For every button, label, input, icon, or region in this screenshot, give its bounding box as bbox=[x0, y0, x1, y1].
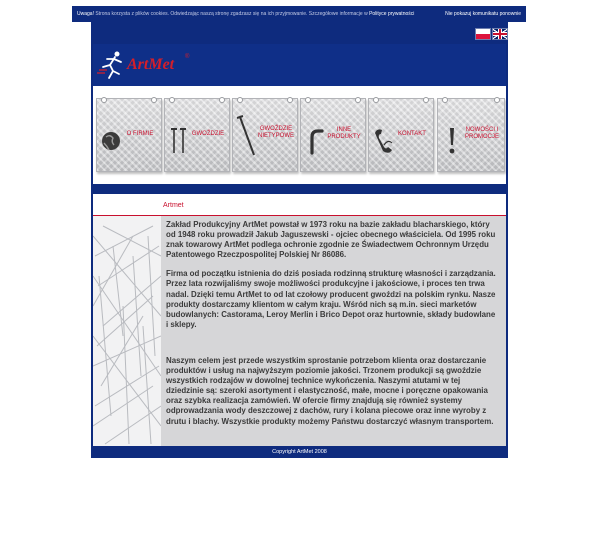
nav-label: O FIRMIE bbox=[126, 131, 154, 137]
nav-label: GWOŹDZIE bbox=[191, 131, 225, 137]
long-nail-icon bbox=[236, 115, 258, 157]
nails-icon bbox=[168, 125, 190, 157]
nav-tile-o-firmie[interactable] bbox=[96, 98, 162, 172]
privacy-policy-link[interactable]: Polityce prywatności bbox=[369, 11, 415, 17]
nav-tile-gwozdzie-nietypowe[interactable] bbox=[232, 98, 298, 172]
flag-uk-icon[interactable] bbox=[492, 28, 508, 40]
breadcrumb-current: Artmet bbox=[163, 202, 184, 209]
rivet-icon bbox=[219, 97, 225, 103]
logo-text: ArtMet bbox=[127, 56, 175, 73]
rivet-icon bbox=[494, 97, 500, 103]
runner-icon bbox=[97, 50, 127, 80]
nav-tile-nowosci-promocje[interactable] bbox=[437, 98, 505, 172]
flag-pl-icon[interactable] bbox=[475, 28, 491, 40]
rivet-icon bbox=[423, 97, 429, 103]
globe-icon bbox=[100, 125, 122, 157]
nav-label: NOWOŚCI I PROMOCJE bbox=[464, 127, 499, 140]
hide-cookie-message-link[interactable]: Nie pokazuj komunikatu ponownie bbox=[445, 11, 521, 17]
rivet-icon bbox=[287, 97, 293, 103]
nav-label: INNE PRODUKTY bbox=[327, 127, 361, 140]
paragraph-history: Zakład Produkcyjny ArtMet powstał w 1973 roku na bazie zakładu blacharskiego, który od 1948 roku prowadził Jakub Jaguszewski - ojciec obecnego właściciela. Od 1995 roku znak towarowy ArtMet podlega ochronie zgodnie ze Świadectwem Ochronnym Urzędu Patentowego Rzeczpospolitej Polskiej Nr 86086. bbox=[166, 220, 496, 260]
rivet-icon bbox=[355, 97, 361, 103]
nav-label: KONTAKT bbox=[398, 131, 426, 137]
nails-pile-illustration bbox=[93, 216, 161, 446]
cookie-message bbox=[77, 6, 414, 22]
main-nav bbox=[93, 86, 506, 186]
rivet-icon bbox=[373, 97, 379, 103]
cookie-warning: Uwaga! bbox=[77, 11, 94, 17]
header-banner bbox=[93, 44, 506, 86]
logo[interactable] bbox=[97, 50, 197, 80]
rivet-icon bbox=[151, 97, 157, 103]
rivet-icon bbox=[237, 97, 243, 103]
paragraph-mission: Naszym celem jest przede wszystkim sprostanie potrzebom klienta oraz dostarczanie produktów i usług na najwyższym poziomie jakości. Trzonem produkcji są gwoździe wszystkich rodzajów w dowolnej technice wykończenia. Naszymi atutami w tej dziedzinie są: szeroki asortyment i elastyczność, małe, mocne i poręczne opakowania oraz szybka realizacja zamówień. W ofercie firmy znajdują się również systemy odprowadzania wody deszczowej z dachów, rury i kolana piecowe oraz inne wyroby z drutu i blachy. Wszystkie produkty możemy Państwu dostarczyć własnym transportem. bbox=[166, 355, 494, 426]
exclamation-icon bbox=[441, 125, 463, 157]
cookie-text: Strona korzysta z plików cookies. Odwiedzając naszą stronę zgadzasz się na ich przyjmowanie. Szczegółowe informacje w bbox=[93, 11, 370, 17]
main-content bbox=[93, 216, 506, 446]
nav-tile-inne-produkty[interactable] bbox=[300, 98, 366, 172]
cookie-bar bbox=[72, 6, 526, 22]
content-text bbox=[166, 220, 496, 436]
registered-mark: ® bbox=[185, 54, 190, 60]
rivet-icon bbox=[305, 97, 311, 103]
side-image bbox=[93, 216, 161, 446]
paragraph-company: Firma od początku istnienia do dziś posiada rodzinną strukturę własności i zarządzania. Przez lata rozwijaliśmy swoje możliwości produkcyjne i jakościowe, i proces ten trwa nadal. Dzięki temu ArtMet to od lat czołowy producent gwoździ na polskim rynku. Nasze produkty dostarczamy klientom w całym kraju. Wśród nich są m.in. sieci marketów budowlanych: Castorama, Leroy Merlin i Brico Depot oraz hurtownie, składy budowlane i sklepy. bbox=[166, 269, 496, 329]
rivet-icon bbox=[442, 97, 448, 103]
breadcrumb bbox=[93, 193, 506, 216]
phone-icon bbox=[372, 125, 394, 157]
footer-copyright: Copyright ArtMet 2008 bbox=[91, 446, 508, 458]
rivet-icon bbox=[169, 97, 175, 103]
hook-icon bbox=[304, 125, 326, 157]
nav-label: GWOŹDZIE NIETYPOWE bbox=[257, 126, 294, 139]
nav-tile-kontakt[interactable] bbox=[368, 98, 434, 172]
nav-tile-gwozdzie[interactable] bbox=[164, 98, 230, 172]
nav-divider bbox=[93, 184, 506, 189]
rivet-icon bbox=[101, 97, 107, 103]
